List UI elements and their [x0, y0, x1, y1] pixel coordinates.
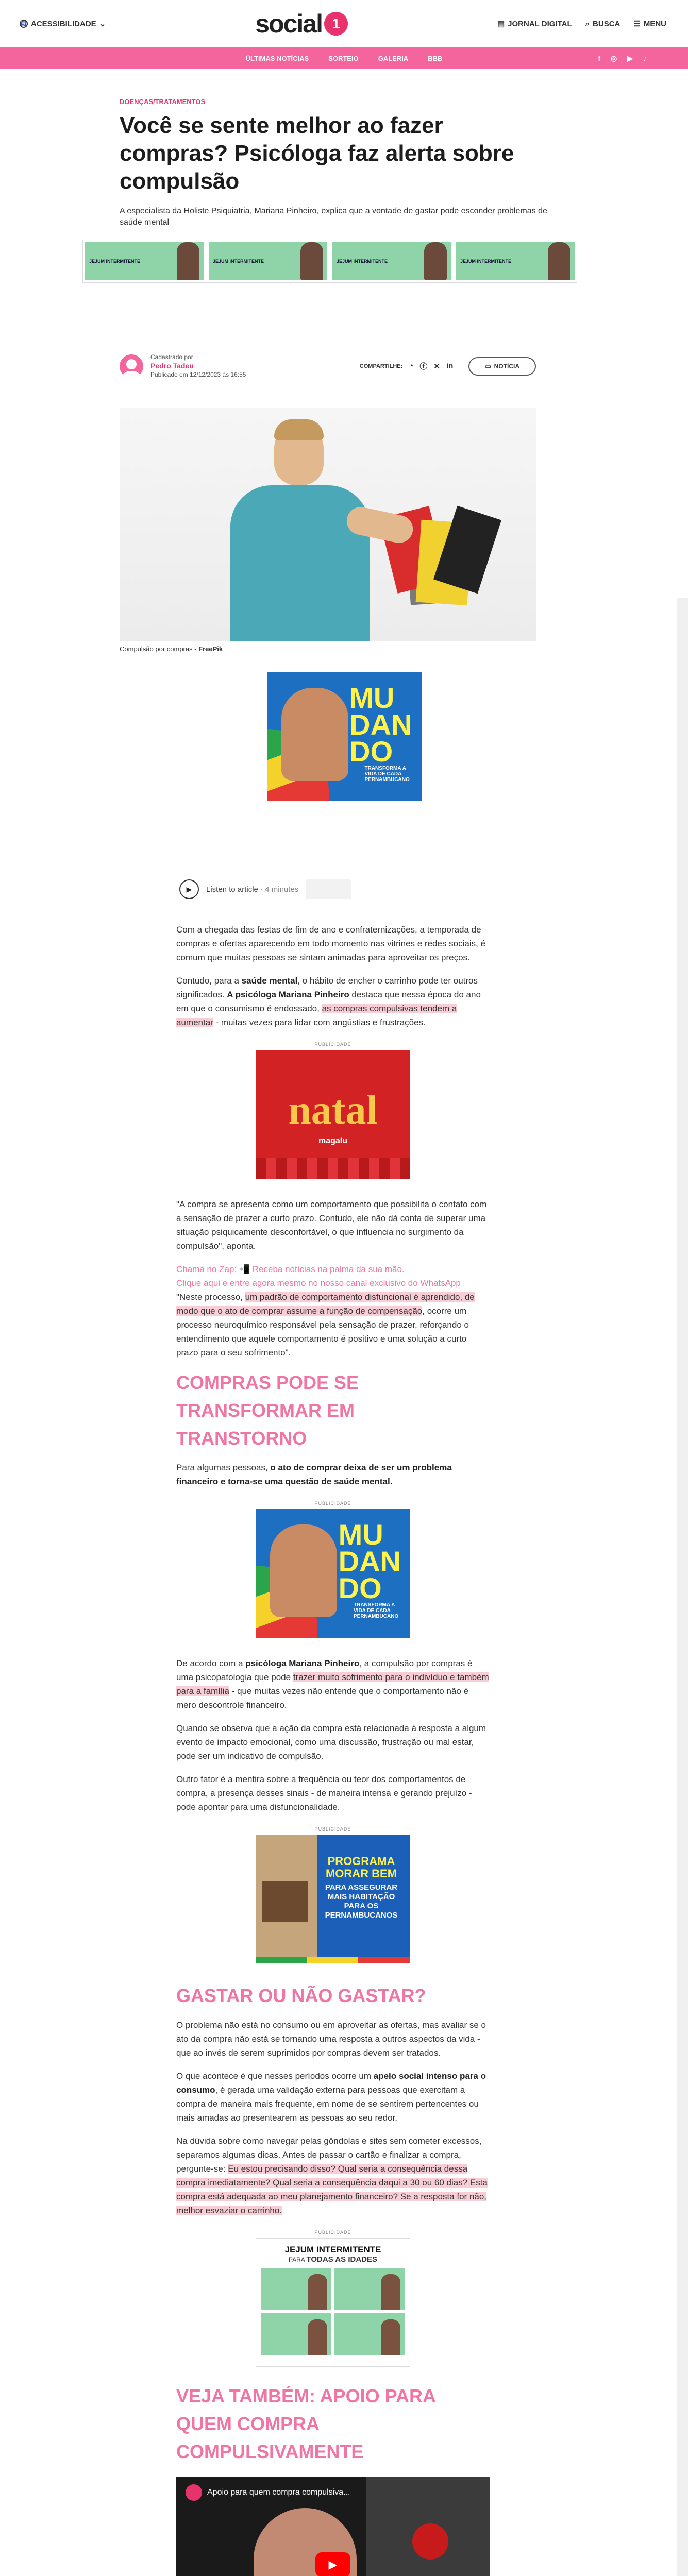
ad-headline: JEJUM INTERMITENTE [284, 2245, 381, 2255]
play-icon: ▶ [328, 2558, 338, 2571]
ad-stripe [256, 1957, 410, 1963]
ad-tile [261, 2313, 331, 2355]
paragraph [176, 2134, 490, 2217]
document-icon: ▭ [485, 362, 491, 370]
paragraph: Outro fator é a mentira sobre a frequência ou teor dos comportamentos de compra, a presença desses sinais - de maneira intensa e gerando prejuízo - pode apontar para uma disfuncionalidade. [176, 1774, 472, 1812]
banner-panel-text: JEJUM INTERMITENTE [89, 258, 141, 264]
banner-figure [424, 242, 447, 280]
top-header [0, 0, 688, 47]
ad-jejum[interactable] [256, 2238, 410, 2367]
ad-mudando[interactable] [256, 1509, 410, 1638]
section-heading: GASTAR OU NÃO GASTAR? [176, 1985, 426, 2006]
menu-label: MENU [643, 19, 666, 28]
ad-subtext: PARA ASSEGURAR MAIS HABITAÇÃO PARA OS PERNAMBUCANOS [325, 1883, 398, 1920]
article-title: Você se sente melhor ao fazer compras? Psicóloga faz alerta sobre compulsão [120, 113, 514, 194]
ad-decoration [256, 1158, 410, 1179]
paragraph [176, 974, 490, 1029]
whatsapp-icon[interactable]: ◔ [409, 362, 414, 370]
ad-subtext [256, 2255, 410, 2264]
facebook-share-icon[interactable]: ⓕ [419, 362, 428, 371]
highlight-text: um padrão de comportamento disfuncional é aprendido, de modo que o ato de comprar assume a função de compensação [176, 1292, 475, 1316]
highlight-text: as compras compulsivas tendem a aumentar [176, 1004, 457, 1027]
banner-panel [85, 242, 204, 280]
video-flower [412, 2523, 448, 2560]
ad-tile [334, 2268, 405, 2310]
ad-slot [176, 2230, 490, 2367]
text: , é gerada uma validação externa para pessoas que exercitam a compra de maneira mais frequente, em nome de se sentirem pertencentes ou mais amadas ao presentearem as pessoas ao seu redor. [176, 2085, 479, 2123]
whatsapp-channel-link[interactable]: Clique aqui e entre agora mesmo no nosso canal exclusivo do WhatsApp [176, 1278, 461, 1288]
nav-sorteio[interactable]: SORTEIO [328, 54, 359, 62]
hero-shape [230, 485, 370, 641]
author-info [120, 353, 246, 379]
text: Contudo, para a [176, 976, 242, 986]
accessibility-icon: ♿ [20, 20, 28, 28]
social-links [598, 54, 647, 63]
ad-slot [0, 672, 688, 801]
note-button[interactable] [468, 357, 536, 376]
paragraph [176, 1656, 490, 1712]
article-tag[interactable]: DOENÇAS/TRATAMENTOS [120, 98, 206, 106]
banner-figure [177, 242, 199, 280]
hero-shape [274, 419, 324, 440]
text: Na dúvida sobre como navegar pelas gôndolas e sites sem cometer excessos, separamos algumas dicas. Antes de passar o cartão e finalizar a compra, pergunte-se: [176, 2136, 482, 2174]
paragraph: O problema não está no consumo ou em aproveitar as ofertas, mas avaliar se o ato da compra não está se tornando uma resposta a outros aspectos da vida - que ao invés de serem suprimidos por compras devem ser tratados. [176, 2020, 486, 2058]
jornal-digital-link[interactable] [497, 19, 572, 28]
highlight-text: Eu estou precisando disso? Qual seria a consequência dessa compra imediatamente? Qual seria a consequência daqui a 30 ou 60 dias? Esta compra está adequada ao meu planejamento financeiro? Se a resposta for não, melhor esvaziar o carrinho. [176, 2164, 488, 2215]
article-lead: A especialista da Holiste Psiquiatria, Mariana Pinheiro, explica que a vontade de gastar pode esconder problemas de saúde mental [120, 207, 547, 227]
banner-panel [209, 242, 327, 280]
note-button-label: NOTÍCIA [494, 362, 519, 370]
ad-label: PUBLICIDADE [314, 1501, 351, 1506]
accessibility-label: ACESSIBILIDADE [31, 19, 96, 28]
paragraph [176, 1461, 490, 1488]
hamburger-icon: ☰ [633, 20, 641, 28]
text: , o hábito de encher o carrinho pode ter outros significados. [176, 976, 478, 999]
nav-bbb[interactable]: BBB [428, 54, 443, 62]
text: , ocorre um processo neuroquímico responsável pela sensação de prazer, reforçando o entendimento que aquele comportamento é positivo e uma solução a curto prazo para o seu sofrimento". [176, 1306, 469, 1358]
twitter-icon[interactable]: ✕ [433, 362, 440, 371]
ad-slot [176, 1501, 490, 1638]
search-icon: ⌕ [585, 19, 590, 28]
image-caption [120, 645, 688, 653]
logo-badge: 1 [324, 12, 348, 36]
audio-progress[interactable] [306, 879, 351, 899]
youtube-icon[interactable]: ▶ [627, 54, 633, 62]
search-button[interactable] [585, 19, 620, 28]
ad-slot [176, 1042, 490, 1179]
banner-panel [332, 242, 451, 280]
banner-panel-text: JEJUM INTERMITENTE [460, 258, 512, 264]
author-meta [150, 353, 246, 379]
jornal-label: JORNAL DIGITAL [508, 19, 572, 28]
scrollbar-track[interactable] [677, 598, 688, 2576]
text: - muitas vezes para lidar com angústias e frustrações. [213, 1018, 426, 1027]
ad-label: PUBLICIDADE [314, 1826, 351, 1832]
ad-tile [334, 2313, 405, 2355]
bold-text: A psicóloga Mariana Pinheiro [227, 990, 349, 999]
ad-headline: natal [288, 1088, 378, 1133]
banner-ad[interactable] [82, 240, 577, 283]
article-body [176, 923, 490, 2576]
paragraph [176, 2069, 490, 2125]
text: O que acontece é que nesses períodos ocorre um [176, 2071, 374, 2081]
nav-links [246, 55, 443, 62]
ad-natal[interactable] [256, 1050, 410, 1179]
bold-text: apelo social intenso para o consumo [176, 2071, 486, 2095]
ad-tile [261, 2268, 331, 2310]
banner-figure [300, 242, 323, 280]
audio-duration: 4 minutes [265, 885, 299, 894]
section-heading: COMPRAS PODE SE TRANSFORMAR EM TRANSTORNO [176, 1372, 359, 1449]
text: , a compulsão por compras é uma psicopatologia que pode [176, 1658, 473, 1682]
play-icon[interactable]: ▶ [179, 879, 199, 899]
ad-subtext: TRANSFORMA A VIDA DE CADA PERNAMBUCANO [364, 766, 410, 783]
ad-grid [256, 2264, 410, 2360]
ad-label: PUBLICIDADE [314, 2230, 351, 2235]
ad-image [256, 1835, 317, 1963]
author-name[interactable]: Pedro Tadeu [150, 362, 194, 370]
ad-programa[interactable] [256, 1835, 410, 1963]
publish-date: Publicado em 12/12/2023 às 16:55 [150, 371, 246, 378]
text: "Neste processo, [176, 1292, 245, 1302]
site-logo[interactable] [255, 9, 348, 39]
ad-people-image [270, 1524, 337, 1617]
header-actions [497, 19, 666, 28]
ad-subtext: magalu [318, 1137, 347, 1145]
video-title-text: Apoio para quem compra compulsiva... [207, 2488, 350, 2497]
ad-mudando[interactable] [267, 672, 422, 801]
audio-label-text: Listen to article [206, 885, 258, 894]
nav-ultimas-noticias[interactable]: ÚLTIMAS NOTÍCIAS [245, 54, 309, 62]
ad-slot [176, 1826, 490, 1963]
paragraph [176, 1290, 490, 1360]
author-label: Cadastrado por [150, 353, 193, 361]
text: De acordo com a [176, 1658, 246, 1668]
menu-button[interactable] [633, 19, 666, 28]
tiktok-icon[interactable]: ♪ [643, 54, 647, 62]
channel-avatar[interactable] [186, 2484, 202, 2501]
banner-panel [456, 242, 575, 280]
linkedin-icon[interactable]: in [446, 362, 454, 370]
section-heading: VEJA TAMBÉM: APOIO PARA QUEM COMPRA COMPULSIVAMENTE [176, 2385, 435, 2462]
paragraph: "A compra se apresenta como um comportamento que possibilita o contato com a sensação de prazer a curto prazo. Contudo, ele não dá conta de superar uma situação psiquicamente desconfortável, o que influencia no surgimento da compulsão", aponta. [176, 1199, 487, 1251]
paragraph: Quando se observa que a ação da compra está relacionada à resposta a algum evento de impacto emocional, como uma discussão, frustração ou mal estar, pode ser um indicativo de compulsão. [176, 1723, 486, 1761]
hero-image [120, 408, 536, 641]
paragraph: Com a chegada das festas de fim de ano e confraternizações, a temporada de compras e ofertas aparecendo em todo momento nas vitrines e redes sociais, é comum que muitas pessoas se sintam animadas para aproveitar os preços. [176, 925, 486, 962]
ad-headline-line: MORAR BEM [325, 1867, 397, 1880]
whatsapp-promo-text: Chama no Zap: 📲 Receba notícias na palma da sua mão. [176, 1264, 405, 1274]
logo-text: social [255, 9, 322, 38]
text: - que muitas vezes não entende que o comportamento não é mero descontrole financeiro. [176, 1686, 469, 1710]
highlight-text: trazer muito sofrimento para o indivíduo e também para a família [176, 1672, 489, 1696]
facebook-icon[interactable]: f [598, 54, 600, 62]
bold-text: saúde mental [241, 976, 298, 986]
video-title[interactable] [186, 2484, 350, 2501]
nav-galeria[interactable]: GALERIA [378, 54, 409, 62]
banner-panel-text: JEJUM INTERMITENTE [337, 258, 388, 264]
ad-subtext-part: TODAS AS IDADES [306, 2255, 377, 2264]
text: Para algumas pessoas, [176, 1463, 271, 1472]
main-nav [0, 47, 688, 69]
caption-credit: FreePik [198, 645, 223, 653]
ad-headline: MU DAN DO [338, 1518, 401, 1604]
youtube-embed[interactable] [176, 2477, 490, 2576]
ad-subtext-part: PARA [289, 2256, 305, 2263]
bold-text: psicóloga Mariana Pinheiro [245, 1658, 360, 1668]
whatsapp-promo [176, 1262, 490, 1290]
newspaper-icon: ▤ [497, 20, 505, 28]
audio-label: Listen to article · 4 minutes [206, 885, 299, 894]
ad-people-image [281, 688, 348, 781]
ad-headline-line: PROGRAMA [327, 1855, 395, 1868]
audio-player[interactable] [176, 874, 351, 904]
ad-headline [317, 1855, 405, 1920]
share-bar [360, 357, 536, 376]
accessibility-menu[interactable] [20, 19, 106, 28]
text: destaca que nessa época do ano em que o consumismo é endossado, [176, 990, 481, 1013]
avatar [120, 354, 143, 378]
search-label: BUSCA [593, 19, 620, 28]
chevron-down-icon: ⌄ [99, 20, 106, 28]
caption-text: Compulsão por compras - [120, 645, 199, 653]
ad-headline: MU DAN DO [349, 682, 412, 768]
banner-panel-text: JEJUM INTERMITENTE [213, 258, 264, 264]
bold-text: o ato de comprar deixa de ser um problema financeiro e torna-se uma questão de saúde mental. [176, 1463, 452, 1486]
play-button[interactable] [315, 2552, 350, 2576]
hero-shape [433, 506, 501, 594]
banner-figure [548, 242, 570, 280]
instagram-icon[interactable]: ◎ [611, 54, 617, 62]
author-row [120, 353, 536, 379]
ad-subtext: TRANSFORMA A VIDA DE CADA PERNAMBUCANO [354, 1602, 399, 1619]
share-label: COMPARTILHE: [359, 363, 403, 369]
article-header [0, 69, 567, 228]
ad-label: PUBLICIDADE [314, 1042, 351, 1047]
